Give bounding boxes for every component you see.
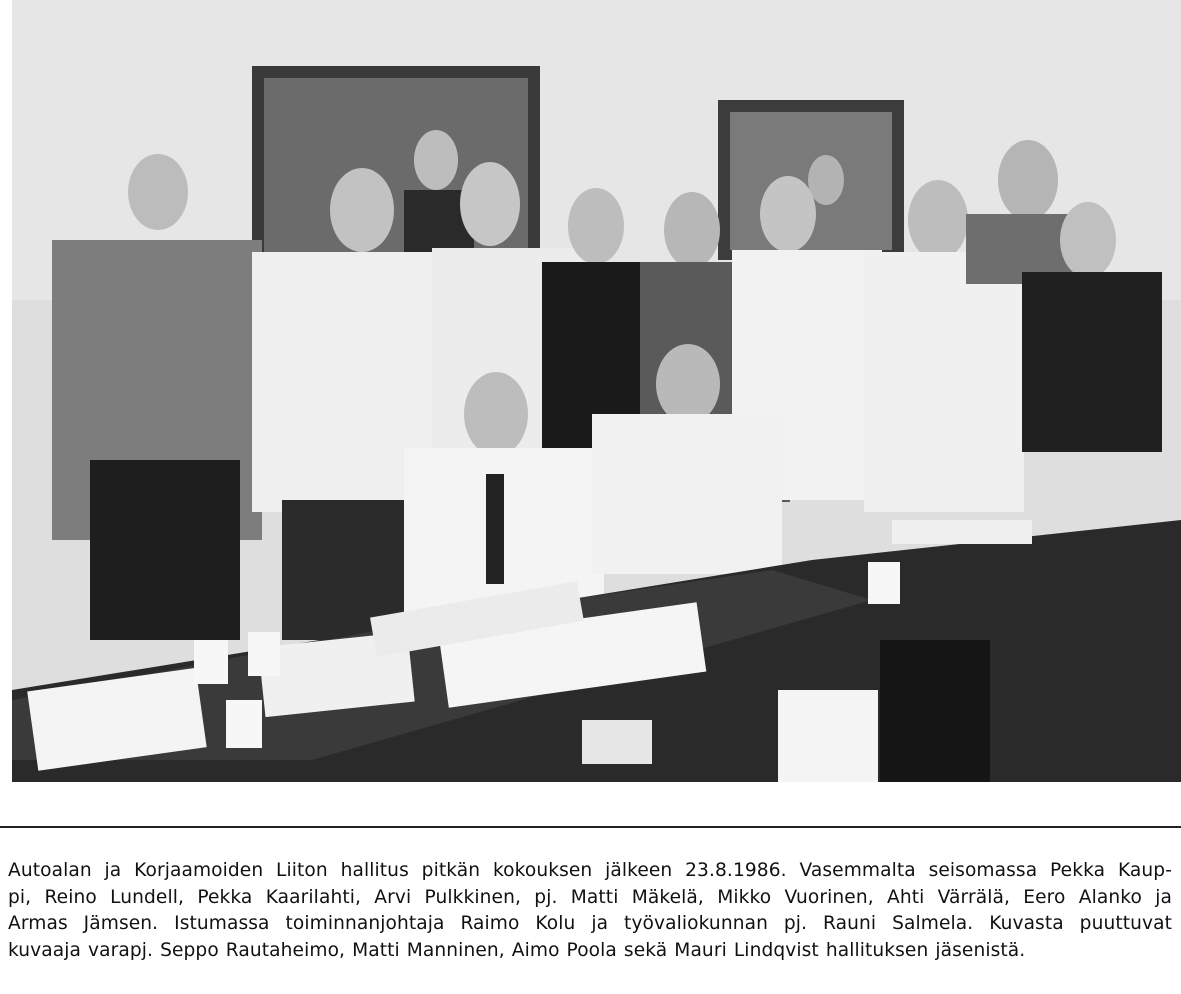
caption-line-1: Autoalan ja Korjaamoiden Liiton hallitus pitkän kokouksen jälkeen 23.8.1986. Vasemmalta seisomassa Pekka Kaup- [8,860,1172,881]
caption-divider [0,826,1181,828]
caption-line-3: Armas Jämsen. Istumassa toiminnanjohtaja Raimo Kolu ja työvaliokunnan pj. Rauni Salmela. Kuvasta puuttuvat [8,913,1172,934]
caption-line-4: kuvaaja varapj. Seppo Rautaheimo, Matti Manninen, Aimo Poola sekä Mauri Lindqvist hallituksen jäsenistä. [8,939,1026,961]
group-photo [12,0,1181,782]
group-photo-image [12,0,1181,782]
photo-caption [8,858,1172,964]
caption-line-2: pi, Reino Lundell, Pekka Kaarilahti, Arvi Pulkkinen, pj. Matti Mäkelä, Mikko Vuorinen, Ahti Värrälä, Eero Alanko ja [8,886,1172,908]
